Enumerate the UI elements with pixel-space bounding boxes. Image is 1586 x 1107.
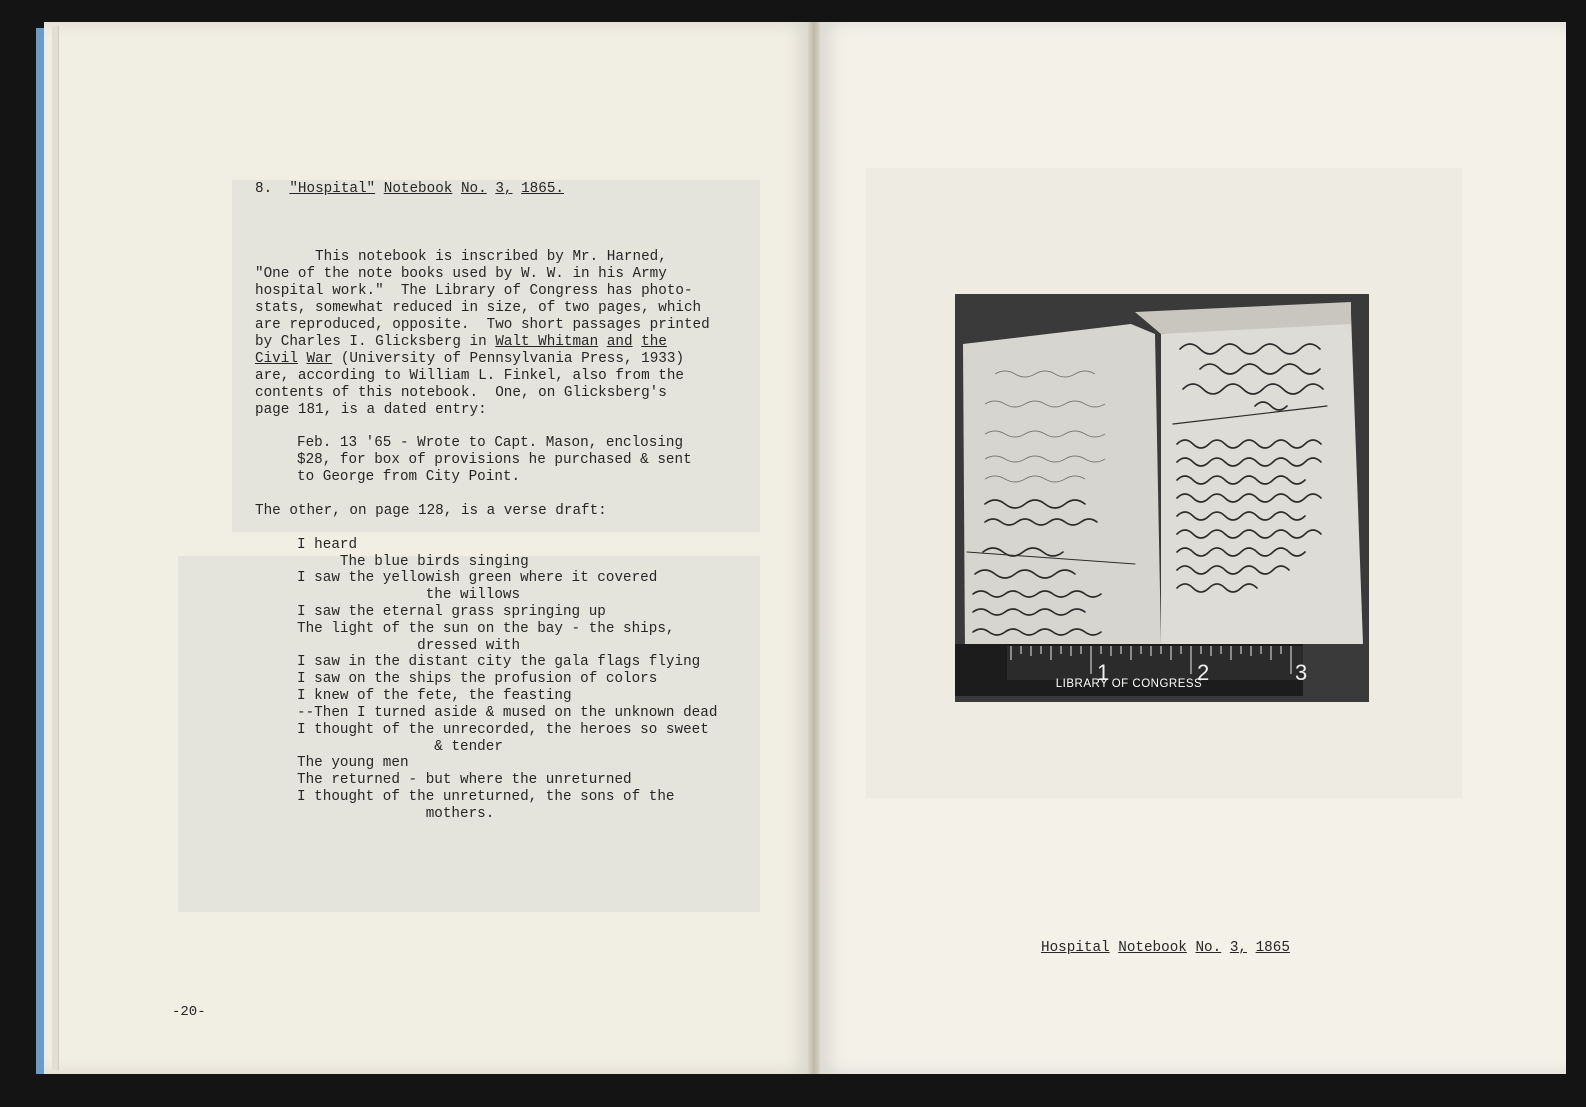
intro-line-5: are reproduced, opposite. Two short passages printed: [255, 317, 710, 333]
page-stack-edge: [52, 26, 59, 1070]
library-of-congress-label: LIBRARY OF CONGRESS: [1055, 678, 1203, 690]
verse-line: I thought of the unreturned, the sons of the: [297, 789, 675, 805]
verse-line: I knew of the fete, the feasting: [297, 688, 572, 704]
verse-line: --Then I turned aside & mused on the unknown dead: [297, 705, 718, 721]
verse-line: & tender: [297, 739, 503, 755]
verse-line: The returned - but where the unreturned: [297, 772, 632, 788]
intro-line-2: "One of the note books used by W. W. in his Army: [255, 266, 667, 282]
verse-line: I saw the yellowish green where it covered: [297, 570, 658, 586]
verse-line: The blue birds singing: [297, 554, 529, 570]
intro-line-8: are, according to William L. Finkel, also from the: [255, 368, 684, 384]
dated-entry-line-2: $28, for box of provisions he purchased & sent: [297, 452, 692, 468]
verse-line: dressed with: [297, 638, 521, 654]
verse-line: I saw in the distant city the gala flags flying: [297, 654, 701, 670]
intro-line-1: This notebook is inscribed by Mr. Harned,: [255, 249, 667, 265]
verse-line: I saw the eternal grass springing up: [297, 604, 606, 620]
verse-line: I heard: [297, 537, 358, 553]
intro-line-7: Civil War (University of Pennsylvania Press, 1933): [255, 351, 685, 367]
photo-caption: Hospital Notebook No. 3, 1865: [1041, 940, 1290, 956]
notebook-photostat: [955, 294, 1369, 702]
verse-line: The young men: [297, 755, 409, 771]
book-gutter: [808, 22, 820, 1074]
dated-entry-line-3: to George from City Point.: [297, 469, 521, 485]
verse-line: the willows: [297, 587, 521, 603]
verse-line: I thought of the unrecorded, the heroes so sweet: [297, 722, 709, 738]
intro-line-10: page 181, is a dated entry:: [255, 402, 487, 418]
verse-line: I saw on the ships the profusion of colors: [297, 671, 658, 687]
ruler-number-1: 1: [1097, 660, 1110, 685]
verse-line: The light of the sun on the bay - the ships,: [297, 621, 675, 637]
intro-line-9: contents of this notebook. One, on Glicksberg's: [255, 385, 667, 401]
verse-line: mothers.: [297, 806, 495, 822]
section-heading: 8. "Hospital" Notebook No. 3, 1865.: [255, 181, 564, 197]
intro-line-3: hospital work." The Library of Congress has photo-: [255, 283, 693, 299]
intro-line-6: by Charles I. Glicksberg in Walt Whitman and the: [255, 334, 667, 350]
verse-intro: The other, on page 128, is a verse draft:: [255, 503, 607, 519]
dated-entry-line-1: Feb. 13 '65 - Wrote to Capt. Mason, enclosing: [297, 435, 684, 451]
page-number: -20-: [172, 1004, 206, 1020]
ruler-number-2: 2: [1197, 660, 1210, 685]
ruler-number-3: 3: [1295, 660, 1308, 685]
intro-line-4: stats, somewhat reduced in size, of two pages, which: [255, 300, 702, 316]
